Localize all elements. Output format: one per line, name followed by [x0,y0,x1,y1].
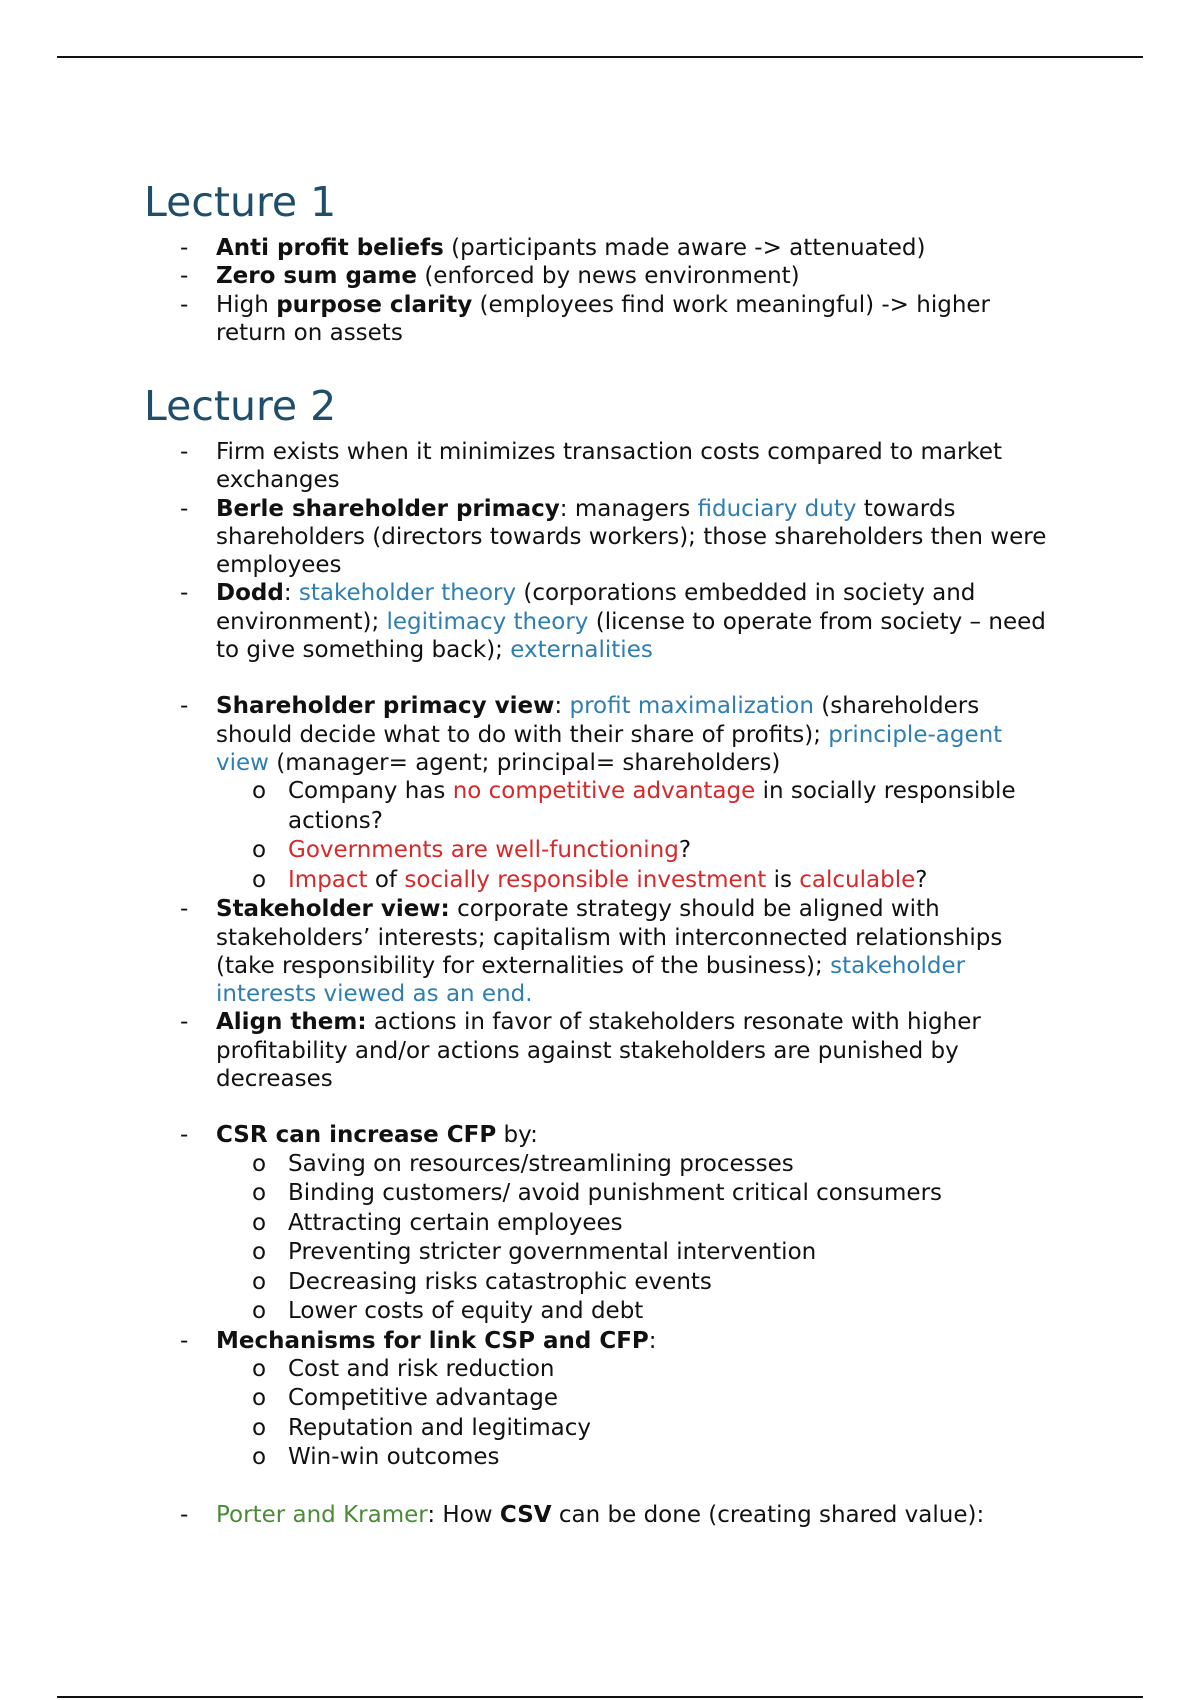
sub-item: o Attracting certain employees [0,1209,1068,1239]
bullet-marker: o [252,1180,267,1207]
bullet-marker: o [252,1444,267,1471]
sub-item: o Binding customers/ avoid punishment critical consumers [0,1179,1068,1209]
spacer [0,664,1200,692]
sub-item: o Company has no competitive advantage in socially responsible actions? [252,778,1016,834]
list-item-porter-kramer: - Porter and Kramer: How CSV can be done (creating shared value): [180,1501,985,1528]
list-item: - High purpose clarity (employees find work meaningful) -> higher return on assets [180,291,991,346]
dash-marker: - [180,291,189,318]
sub-item: o Cost and risk reduction [0,1355,1068,1385]
bullet-marker: o [252,1268,267,1295]
dash-marker: - [180,693,189,720]
sub-item: o Decreasing risks catastrophic events [0,1268,1068,1298]
list-item-dodd: - Dodd: stakeholder theory (corporations embedded in society and environment); legitimacy theory (license to operate from society – need to give something back); externalities [180,580,1046,664]
sub-item: o Competitive advantage [0,1384,1068,1414]
list-item: - Zero sum game (enforced by news environment) [180,263,800,290]
sub-item: o Preventing stricter governmental intervention [0,1238,1068,1268]
sub-item: o Lower costs of equity and debt [0,1297,1068,1327]
list-item-berle: - Berle shareholder primacy: managers fiduciary duty towards shareholders (directors towards workers); those shareholders then were employees [180,495,1047,579]
bullet-marker: o [252,866,267,893]
bullet-marker: o [252,778,267,805]
dash-marker: - [180,1501,189,1528]
bullet-marker: o [252,1385,267,1412]
lecture-2-list [0,438,1200,1529]
sub-item: o Saving on resources/streamlining processes [0,1150,1068,1180]
list-item: - Anti profit beliefs (participants made aware -> attenuated) [180,235,926,261]
heading-lecture-2: Lecture 2 [144,382,337,430]
list-item-firm: - Firm exists when it minimizes transaction costs compared to market exchanges [180,439,1003,494]
sub-item: o Impact of socially responsible investment is calculable? [0,866,1068,896]
dash-marker: - [180,263,189,290]
dash-marker: - [180,235,189,261]
spacer [0,1473,1200,1501]
lecture-1-list [0,234,1200,347]
term-purpose-clarity: purpose clarity [276,291,473,318]
list-item-stakeholder-view: - Stakeholder view: corporate strategy should be aligned with stakeholders’ interests; capitalism with interconnected relationships (take responsibility for externalities of the business); stakeholder interests viewed as an end. [180,896,1003,1008]
dash-marker: - [180,1122,189,1149]
bullet-marker: o [252,1239,267,1266]
bullet-marker: o [252,1355,267,1382]
sub-item: o Reputation and legitimacy [0,1414,1068,1444]
list-item-csr: - CSR can increase CFP by: [180,1122,538,1149]
bullet-marker: o [252,1150,267,1177]
dash-marker: - [180,580,189,607]
bullet-marker: o [252,837,267,864]
bullet-marker: o [252,1298,267,1325]
sub-item: o Governments are well-functioning? [0,836,1068,866]
term-anti-profit-beliefs: Anti profit beliefs [216,235,444,261]
list-item-align-them: - Align them: actions in favor of stakeholders resonate with higher profitability and/or actions against stakeholders are punished by decreases [180,1009,981,1093]
spacer [0,1093,1200,1121]
dash-marker: - [180,1009,189,1036]
sub-item: o Win-win outcomes [0,1443,1068,1473]
bullet-marker: o [252,1209,267,1236]
footer-rule [57,1696,1143,1698]
heading-lecture-1: Lecture 1 [144,178,337,226]
dash-marker: - [180,896,189,923]
dash-marker: - [180,439,189,465]
dash-marker: - [180,1327,189,1354]
dash-marker: - [180,495,189,522]
list-item-shareholder-primacy: - Shareholder primacy view: profit maximalization (shareholders should decide what to do with their share of profits); principle-agent view (manager= agent; principal= shareholders) [180,693,1003,776]
term-zero-sum-game: Zero sum game [216,263,418,290]
list-item-mechanisms: - Mechanisms for link CSP and CFP: [180,1327,657,1354]
bullet-marker: o [252,1414,267,1441]
